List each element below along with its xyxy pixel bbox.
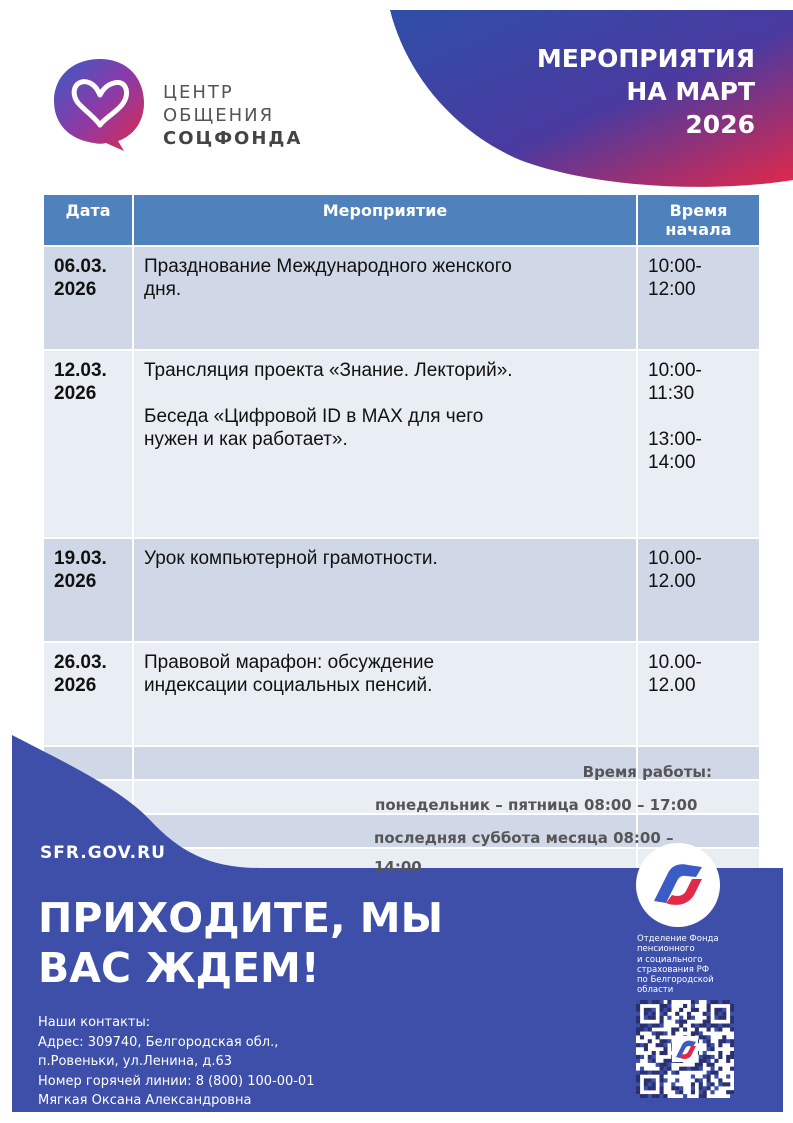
- date-cell: [43, 246, 133, 350]
- table-row: [43, 538, 760, 642]
- table-header-row: [43, 194, 760, 246]
- org-caption-line: и социального: [637, 954, 703, 965]
- date-line: 26.03.: [54, 652, 107, 673]
- time-line: 11:30: [648, 383, 695, 404]
- org-caption-line: пенсионного: [637, 944, 695, 955]
- event-cell: [133, 350, 637, 538]
- event-line: индексации социальных пенсий.: [144, 675, 433, 696]
- qr-code-icon[interactable]: [636, 1000, 734, 1098]
- work-hours-saturday-cont: 14:00: [374, 858, 422, 876]
- time-cell: [637, 538, 760, 642]
- table-row: [43, 350, 760, 538]
- org-caption-line: Отделение Фонда: [637, 934, 719, 944]
- date-line: 2026: [54, 383, 97, 404]
- column-header-time-line-2: начала: [665, 220, 732, 239]
- contacts-address: Адрес: 309740, Белгородская обл.,: [38, 1034, 279, 1050]
- time-line: 10.00-: [648, 652, 702, 673]
- work-hours-title: Время работы:: [582, 763, 712, 781]
- contacts-hotline: Номер горячей линии: 8 (800) 100-00-01: [38, 1073, 315, 1089]
- date-line: 2026: [54, 675, 97, 696]
- event-line: нужен и как работает».: [144, 429, 348, 450]
- page-title-line-1: МЕРОПРИЯТИЯ: [536, 44, 755, 73]
- date-cell: [43, 350, 133, 538]
- date-line: 2026: [54, 279, 97, 300]
- time-cell: [637, 246, 760, 350]
- event-line: Урок компьютерной грамотности.: [144, 548, 438, 569]
- event-line: Празднование Международного женского: [144, 256, 512, 277]
- org-caption-line: области: [637, 985, 674, 996]
- work-hours-saturday: последняя суббота месяца 08:00 –: [374, 829, 674, 847]
- time-line: 13:00-: [648, 429, 702, 450]
- org-caption-line: по Белгородской: [637, 975, 714, 986]
- date-line: 19.03.: [54, 548, 107, 569]
- sfr-logo-icon: [636, 843, 720, 927]
- column-header-time-line-1: Время: [669, 201, 728, 220]
- contacts-address: п.Ровеньки, ул.Ленина, д.63: [38, 1054, 233, 1069]
- page-title-line-2: НА МАРТ: [626, 77, 755, 106]
- event-cell: [133, 246, 637, 350]
- event-line: дня.: [144, 279, 182, 300]
- event-line: Трансляция проекта «Знание. Лекторий».: [144, 360, 513, 381]
- contacts-block: [38, 1013, 478, 1111]
- time-line: 12.00: [648, 571, 696, 592]
- table-row: [43, 246, 760, 350]
- time-line: 12.00: [648, 675, 696, 696]
- date-cell: [43, 538, 133, 642]
- column-header-event: Мероприятие: [133, 194, 637, 246]
- contacts-title: Наши контакты:: [38, 1015, 151, 1030]
- time-line: 10:00-: [648, 360, 702, 381]
- slogan-line-1: ПРИХОДИТЕ, МЫ: [38, 894, 444, 942]
- logo-text: [163, 81, 302, 150]
- time-line: 14:00: [648, 452, 696, 473]
- org-caption-line: страхования РФ: [637, 964, 710, 975]
- date-line: 06.03.: [54, 256, 107, 277]
- event-line: Беседа «Цифровой ID в MAX для чего: [144, 406, 484, 427]
- slogan-line-2: ВАС ЖДЕМ!: [38, 944, 320, 992]
- logo-line-3: СОЦФОНДА: [163, 128, 303, 149]
- page-title: [455, 42, 755, 141]
- slogan: [38, 893, 558, 993]
- time-line: 12:00: [648, 279, 696, 300]
- column-header-date: Дата: [43, 194, 133, 246]
- contacts-person: Мягкая Оксана Александровна: [38, 1093, 252, 1108]
- logo-line-1: ЦЕНТР: [163, 82, 234, 103]
- event-cell: [133, 538, 637, 642]
- logo-line-2: ОБЩЕНИЯ: [163, 105, 275, 126]
- column-header-time: [637, 194, 760, 246]
- date-line: 2026: [54, 571, 97, 592]
- work-hours-weekdays: понедельник – пятница 08:00 – 17:00: [375, 796, 698, 814]
- date-line: 12.03.: [54, 360, 107, 381]
- event-line: Правовой марафон: обсуждение: [144, 652, 435, 673]
- page-title-line-3: 2026: [685, 110, 755, 139]
- time-cell: [637, 350, 760, 538]
- time-line: 10.00-: [648, 548, 702, 569]
- time-line: 10:00-: [648, 256, 702, 277]
- site-url: SFR.GOV.RU: [40, 843, 166, 863]
- org-caption: [637, 934, 747, 996]
